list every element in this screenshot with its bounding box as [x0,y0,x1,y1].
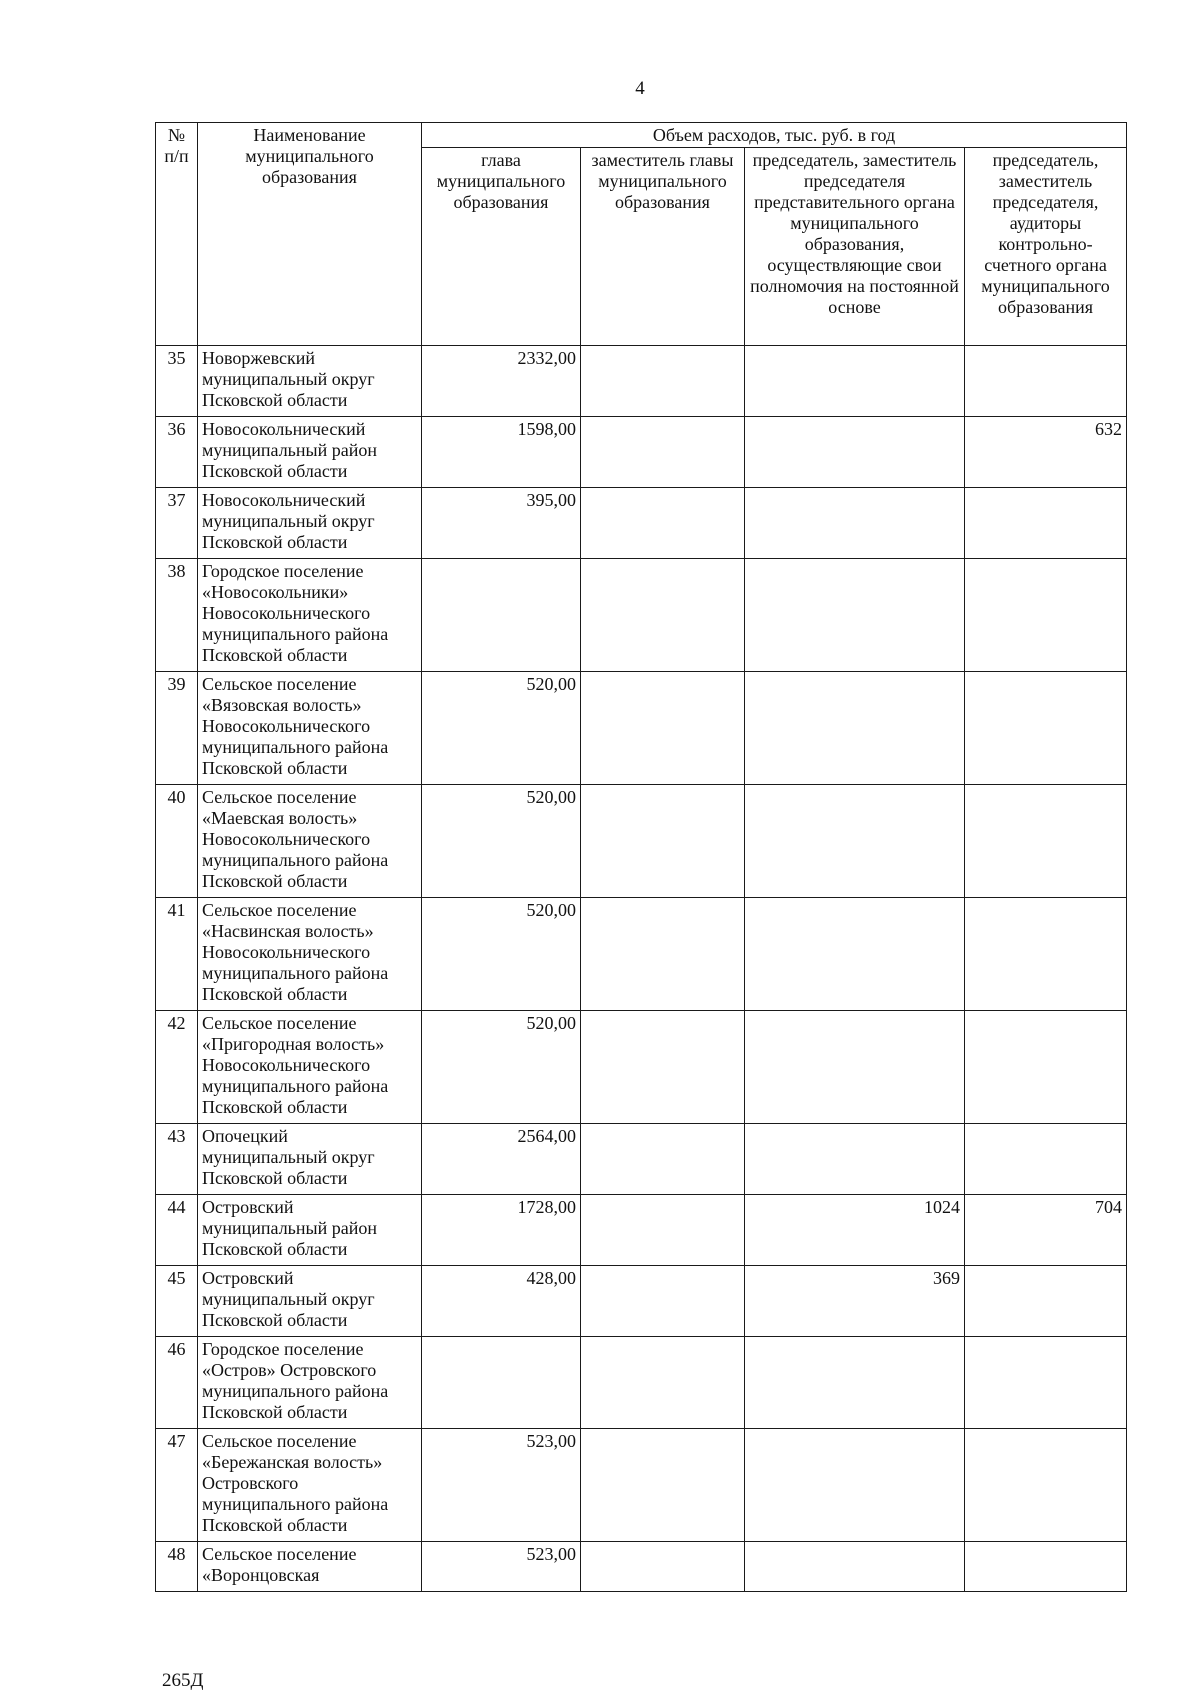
row-deputy-value [581,488,745,559]
row-name-cell: Сельское поселение «Бережанская волость» Островского муниципального района Псковской области [198,1429,422,1542]
row-audit-value [965,1337,1127,1429]
row-rep-value [745,785,965,898]
header-deputy-head: заместитель главы муниципального образования [581,148,745,346]
row-deputy-value [581,417,745,488]
table-row [156,1195,1127,1266]
row-name-cell: Островский муниципальный район Псковской области [198,1195,422,1266]
table-row [156,1124,1127,1195]
row-deputy-value [581,785,745,898]
row-audit-value [965,488,1127,559]
row-audit-value [965,672,1127,785]
table-row [156,672,1127,785]
table-row [156,1266,1127,1337]
row-deputy-value [581,346,745,417]
table-row [156,1542,1127,1592]
row-head-value: 520,00 [422,785,581,898]
row-deputy-value [581,1429,745,1542]
row-deputy-value [581,559,745,672]
row-num-cell: 36 [156,417,198,488]
row-head-value [422,1337,581,1429]
row-head-value [422,559,581,672]
row-deputy-value [581,1195,745,1266]
row-num-cell: 45 [156,1266,198,1337]
row-name-cell: Городское поселение «Остров» Островского муниципального района Псковской области [198,1337,422,1429]
row-num-cell: 44 [156,1195,198,1266]
row-num-cell: 43 [156,1124,198,1195]
row-head-value: 1728,00 [422,1195,581,1266]
row-audit-value: 704 [965,1195,1127,1266]
row-head-value: 395,00 [422,488,581,559]
table-header [156,123,1127,346]
row-deputy-value [581,898,745,1011]
row-rep-value [745,559,965,672]
row-num-cell: 42 [156,1011,198,1124]
row-name-cell: Новосокольнический муниципальный округ Псковской области [198,488,422,559]
row-rep-value [745,346,965,417]
row-rep-value [745,1337,965,1429]
row-head-value: 523,00 [422,1429,581,1542]
row-name-cell: Сельское поселение «Маевская волость» Новосокольнического муниципального района Псковской области [198,785,422,898]
row-head-value: 520,00 [422,898,581,1011]
row-audit-value [965,1429,1127,1542]
row-rep-value [745,672,965,785]
row-rep-value [745,1429,965,1542]
row-rep-value [745,1011,965,1124]
table-row [156,1337,1127,1429]
header-volume-group: Объем расходов, тыс. руб. в год [422,123,1127,148]
row-rep-value [745,1542,965,1592]
row-audit-value [965,1124,1127,1195]
row-audit-value: 632 [965,417,1127,488]
row-num-cell: 40 [156,785,198,898]
page-number: 4 [635,78,645,99]
table-row [156,559,1127,672]
row-head-value: 428,00 [422,1266,581,1337]
row-rep-value [745,1124,965,1195]
row-audit-value [965,559,1127,672]
row-rep-value [745,417,965,488]
table-body [156,346,1127,1592]
row-audit-value [965,1266,1127,1337]
row-head-value: 1598,00 [422,417,581,488]
header-audit-chair: председатель, заместитель председателя, аудиторы контрольно-счетного органа муниципального образования [965,148,1127,346]
row-head-value: 520,00 [422,672,581,785]
row-head-value: 2332,00 [422,346,581,417]
row-audit-value [965,898,1127,1011]
row-num-cell: 39 [156,672,198,785]
row-num-cell: 47 [156,1429,198,1542]
row-head-value: 520,00 [422,1011,581,1124]
row-audit-value [965,346,1127,417]
table-row [156,898,1127,1011]
row-num-cell: 38 [156,559,198,672]
row-num-cell: 46 [156,1337,198,1429]
row-deputy-value [581,1337,745,1429]
table-row [156,417,1127,488]
row-deputy-value [581,672,745,785]
row-num-cell: 41 [156,898,198,1011]
row-rep-value: 369 [745,1266,965,1337]
footer-code: 265Д [162,1670,204,1691]
header-num: № п/п [156,123,198,346]
header-name: Наименование муниципального образования [198,123,422,346]
row-deputy-value [581,1124,745,1195]
row-name-cell: Опочецкий муниципальный округ Псковской области [198,1124,422,1195]
row-name-cell: Сельское поселение «Вязовская волость» Новосокольнического муниципального района Псковской области [198,672,422,785]
table-row [156,1429,1127,1542]
row-name-cell: Островский муниципальный округ Псковской области [198,1266,422,1337]
row-audit-value [965,785,1127,898]
row-deputy-value [581,1266,745,1337]
row-name-cell: Сельское поселение «Пригородная волость» Новосокольнического муниципального района Псковской области [198,1011,422,1124]
row-name-cell: Новосокольнический муниципальный район Псковской области [198,417,422,488]
row-rep-value [745,488,965,559]
header-rep-chair: председатель, заместитель председателя представительного органа муниципального образования, осуществляющие свои полномочия на постоянной основе [745,148,965,346]
row-rep-value: 1024 [745,1195,965,1266]
row-audit-value [965,1542,1127,1592]
row-num-cell: 35 [156,346,198,417]
expenses-table [155,122,1127,1592]
row-name-cell: Новоржевский муниципальный округ Псковской области [198,346,422,417]
row-name-cell: Сельское поселение «Насвинская волость» Новосокольнического муниципального района Псковской области [198,898,422,1011]
table-row [156,346,1127,417]
table-row [156,1011,1127,1124]
row-head-value: 2564,00 [422,1124,581,1195]
header-head: глава муниципального образования [422,148,581,346]
row-deputy-value [581,1011,745,1124]
table-row [156,785,1127,898]
row-name-cell: Сельское поселение «Воронцовская [198,1542,422,1592]
table-row [156,488,1127,559]
row-name-cell: Городское поселение «Новосокольники» Новосокольнического муниципального района Псковской области [198,559,422,672]
row-rep-value [745,898,965,1011]
row-deputy-value [581,1542,745,1592]
row-num-cell: 48 [156,1542,198,1592]
row-num-cell: 37 [156,488,198,559]
row-head-value: 523,00 [422,1542,581,1592]
row-audit-value [965,1011,1127,1124]
